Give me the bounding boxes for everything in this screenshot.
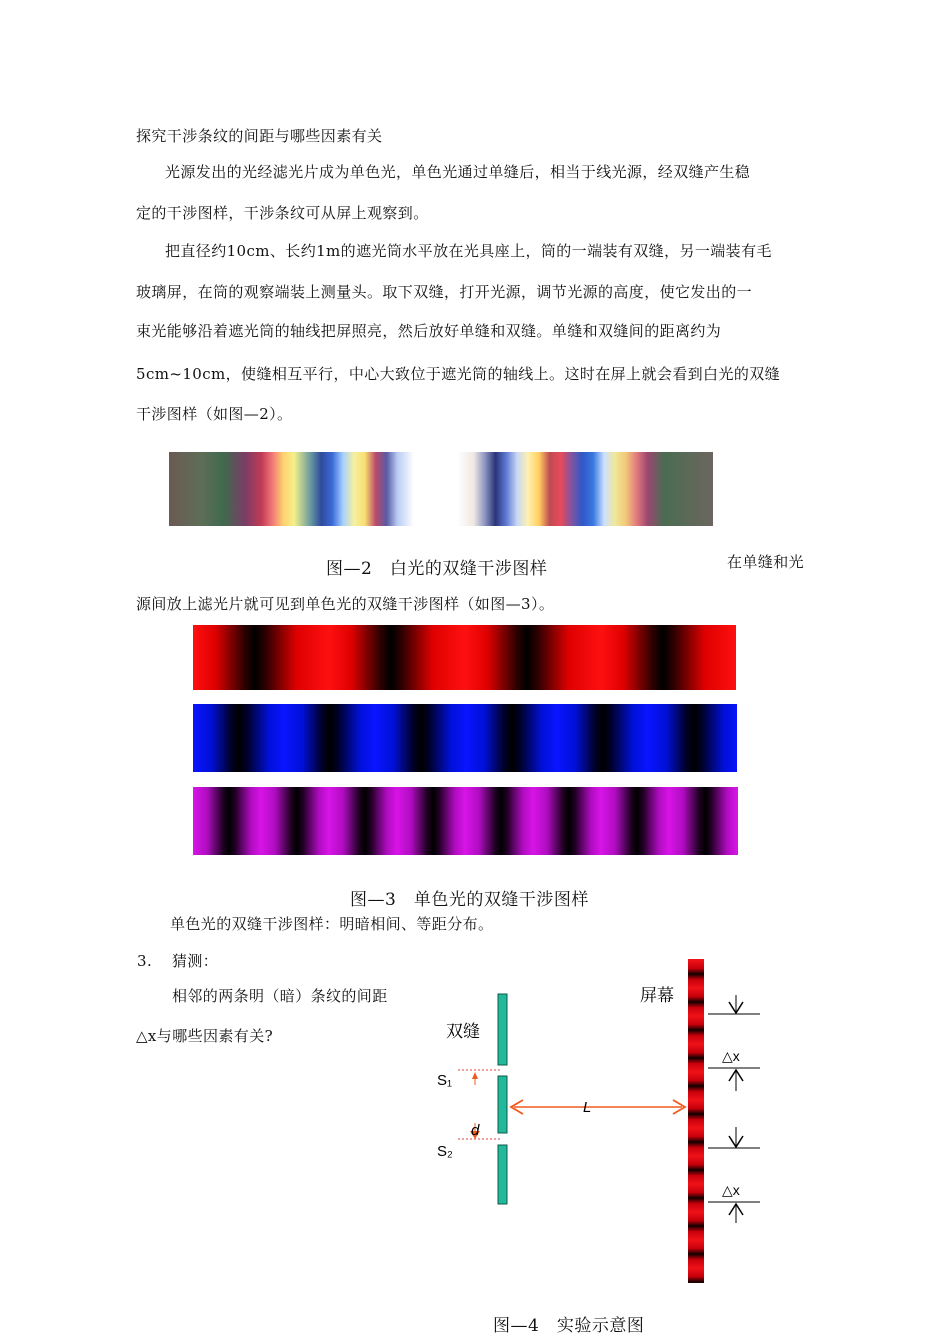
- double-slit-label: 双缝: [446, 1022, 480, 1042]
- paragraph-1-line-2: 定的干涉图样，干涉条纹可从屏上观察到。: [136, 204, 429, 222]
- delta-x-label-1: △x: [722, 1048, 740, 1064]
- paragraph-3-part-2: 源间放上滤光片就可见到单色光的双缝干涉图样（如图—3）。: [136, 595, 555, 613]
- s2-label: S₂: [437, 1143, 453, 1160]
- slit-plate-top: [498, 994, 507, 1065]
- section-heading: 探究干涉条纹的间距与哪些因素有关: [136, 127, 383, 145]
- paragraph-2-line-1: 把直径约10cm、长约1m的遮光筒水平放在光具座上，筒的一端装有双缝，另一端装有毛: [165, 242, 772, 260]
- guess-line-1: 相邻的两条明（暗）条纹的间距: [172, 987, 388, 1005]
- d-label: d: [471, 1122, 480, 1139]
- guess-line-2: △x与哪些因素有关?: [136, 1027, 274, 1045]
- delta-x-label-2: △x: [722, 1182, 740, 1198]
- screen-label: 屏幕: [640, 986, 674, 1006]
- paragraph-2-line-5: 干涉图样（如图—2）。: [136, 405, 293, 423]
- purple-light-interference-image: [193, 787, 738, 855]
- L-label: L: [583, 1099, 592, 1116]
- section-3-number: 3.: [137, 952, 153, 970]
- experiment-diagram: [420, 955, 780, 1295]
- figure-2-caption: 图—2 白光的双缝干涉图样: [326, 559, 548, 579]
- blue-light-interference-image: [193, 704, 737, 772]
- white-light-interference-image: [169, 452, 713, 526]
- paragraph-3-part-1: 在单缝和光: [727, 553, 805, 571]
- paragraph-2-line-2: 玻璃屏，在筒的观察端装上测量头。取下双缝，打开光源，调节光源的高度，使它发出的一: [136, 283, 753, 301]
- slit-plate-bottom: [498, 1145, 507, 1204]
- figure-3-caption: 图—3 单色光的双缝干涉图样: [350, 890, 589, 910]
- figure-4-caption: 图—4 实验示意图: [493, 1316, 645, 1336]
- section-3-title: 猜测：: [172, 952, 219, 970]
- red-light-interference-image: [193, 625, 736, 690]
- paragraph-1-line-1: 光源发出的光经滤光片成为单色光，单色光通过单缝后，相当于线光源，经双缝产生稳: [165, 163, 751, 181]
- screen-fringe-strip: [688, 959, 704, 1283]
- s1-label: S₁: [437, 1072, 453, 1089]
- paragraph-2-line-3: 束光能够沿着遮光筒的轴线把屏照亮，然后放好单缝和双缝。单缝和双缝间的距离约为: [136, 322, 722, 340]
- slit-plate-middle: [498, 1076, 507, 1133]
- paragraph-4: 单色光的双缝干涉图样：明暗相间、等距分布。: [170, 915, 494, 933]
- paragraph-2-line-4: 5cm~10cm，使缝相互平行，中心大致位于遮光筒的轴线上。这时在屏上就会看到白光的双缝: [136, 365, 781, 383]
- d-arrowhead-top: [472, 1072, 478, 1079]
